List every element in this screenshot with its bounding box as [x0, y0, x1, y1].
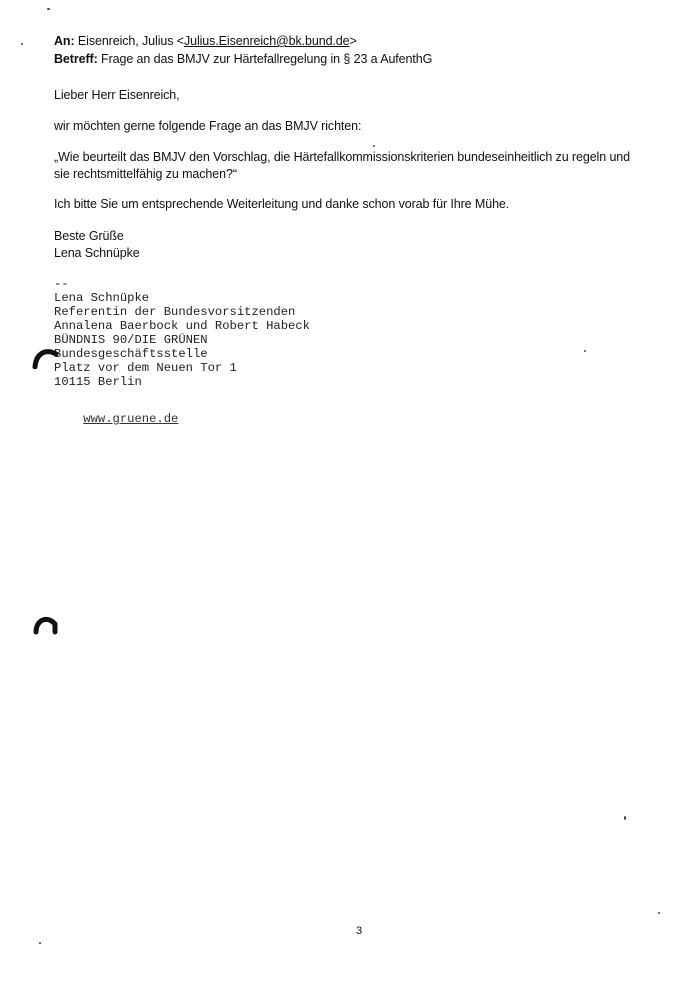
greeting: Lieber Herr Eisenreich, [54, 88, 180, 102]
signature-party: BÜNDNIS 90/DIE GRÜNEN [54, 333, 208, 347]
request-text: Ich bitte Sie um entsprechende Weiterleitung und danke schon vorab für Ihre Mühe. [54, 197, 510, 211]
signature-separator: -- [54, 277, 69, 291]
subject-text: Frage an das BMJV zur Härtefallregelung in § 23 a AufenthG [101, 52, 433, 66]
scan-speck [21, 43, 23, 45]
scan-speck [39, 942, 41, 944]
punch-hole-mark [32, 345, 60, 369]
intro-text: wir möchten gerne folgende Frage an das BMJV richten: [54, 119, 362, 133]
signature-chairs: Annalena Baerbock und Robert Habeck [54, 319, 310, 333]
signature-role: Referentin der Bundesvorsitzenden [54, 305, 296, 319]
page-number: 3 [356, 925, 363, 937]
scan-speck [373, 145, 375, 147]
signature-city: 10115 Berlin [54, 375, 142, 389]
scan-speck [658, 912, 660, 914]
signature-website [54, 398, 178, 441]
punch-hole-mark [33, 612, 59, 636]
signature-office: Bundesgeschäftsstelle [54, 347, 208, 361]
scan-speck [624, 816, 626, 820]
to-label: An: [54, 34, 75, 48]
question-text: „Wie beurteilt das BMJV den Vorschlag, die Härtefallkommissionskriterien bundeseinheitlich zu regeln und sie rechtsmittelfähig zu machen?“ [54, 150, 631, 181]
website-link[interactable]: www.gruene.de [83, 412, 179, 427]
signature-street: Platz vor dem Neuen Tor 1 [54, 361, 237, 375]
to-name: Eisenreich, Julius < [77, 34, 184, 48]
scan-speck [47, 8, 50, 10]
to-close: > [349, 34, 357, 48]
closing-text: Beste Grüße [54, 229, 124, 243]
to-line [54, 34, 357, 48]
subject-line [54, 52, 432, 66]
to-email-link[interactable]: Julius.Eisenreich@bk.bund.de [183, 34, 350, 48]
scan-speck [584, 350, 586, 352]
subject-label: Betreff: [54, 52, 98, 66]
sender-name: Lena Schnüpke [54, 246, 140, 260]
signature-name: Lena Schnüpke [54, 291, 150, 305]
